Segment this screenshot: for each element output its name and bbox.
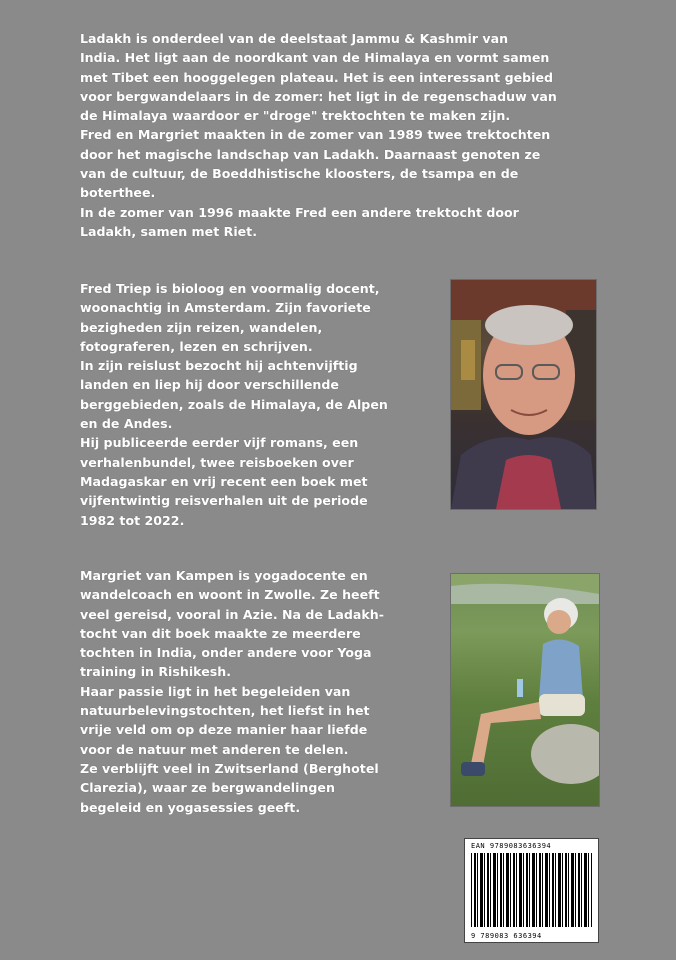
text-line: verhalenbundel, twee reisboeken over [80, 454, 354, 470]
margriet-portrait-illustration [451, 574, 599, 806]
text-line: begeleid en yogasessies geeft. [80, 799, 301, 815]
text-line: veel gereisd, vooral in Azie. Na de Ladakh- [80, 606, 384, 622]
text-line: Haar passie ligt in het begeleiden van [80, 683, 351, 699]
text-line: Ze verblijft veel in Zwitserland (Berghotel [80, 760, 379, 776]
text-line: en de Andes. [80, 416, 173, 432]
barcode-top-number: EAN 9789083636394 [471, 842, 552, 850]
fred-portrait-photo [450, 279, 597, 510]
text-line: natuurbelevingstochten, het liefst in het [80, 703, 370, 719]
text-line: Ladakh, samen met Riet. [80, 223, 257, 239]
margriet-bio-paragraph [80, 566, 384, 817]
text-line: fotograferen, lezen en schrijven. [80, 338, 313, 354]
text-line: met Tibet een hooggelegen plateau. Het is een interessant gebied [80, 69, 554, 85]
text-line: 1982 tot 2022. [80, 512, 185, 528]
text-line: door het magische landschap van Ladakh. Daarnaast genoten ze [80, 146, 541, 162]
isbn-barcode [464, 838, 599, 943]
text-line: berggebieden, zoals de Himalaya, de Alpen [80, 396, 388, 412]
text-line: vijfentwintig reisverhalen uit de periode [80, 493, 368, 509]
text-line: Ladakh is onderdeel van de deelstaat Jammu & Kashmir van [80, 31, 509, 46]
fred-portrait-illustration [451, 280, 596, 509]
text-line: voor de natuur met anderen te delen. [80, 741, 349, 757]
margriet-portrait-photo [450, 573, 600, 807]
intro-paragraph [80, 29, 557, 241]
text-line: Hij publiceerde eerder vijf romans, een [80, 435, 359, 451]
text-line: Fred Triep is bioloog en voormalig docent, [80, 281, 380, 296]
text-line: In de zomer van 1996 maakte Fred een andere trektocht door [80, 204, 519, 220]
text-line: tochten in India, onder andere voor Yoga [80, 645, 372, 661]
text-line: Clarezia), waar ze bergwandelingen [80, 780, 335, 796]
text-line: wandelcoach en woont in Zwolle. Ze heeft [80, 587, 380, 603]
text-line: van de cultuur, de Boeddhistische kloosters, de tsampa en de [80, 166, 519, 182]
text-line: boterthee. [80, 185, 156, 201]
barcode-bars [471, 853, 592, 927]
barcode-bottom-number: 9 789083 636394 [471, 932, 542, 940]
text-line: training in Rishikesh. [80, 664, 231, 680]
text-line: woonachtig in Amsterdam. Zijn favoriete [80, 300, 371, 316]
text-line: tocht van dit boek maakte ze meerdere [80, 625, 361, 641]
text-line: Margriet van Kampen is yogadocente en [80, 568, 368, 583]
fred-bio-paragraph [80, 279, 388, 530]
text-line: In zijn reislust bezocht hij achtenvijftig [80, 358, 358, 374]
text-line: voor bergwandelaars in de zomer: het ligt in de regenschaduw van [80, 88, 557, 104]
text-line: vrije veld om op deze manier haar liefde [80, 722, 368, 738]
text-line: de Himalaya waardoor er "droge" trektochten te maken zijn. [80, 108, 511, 124]
text-line: Fred en Margriet maakten in de zomer van 1989 twee trektochten [80, 127, 551, 143]
text-line: landen en liep hij door verschillende [80, 377, 339, 393]
text-line: Madagaskar en vrij recent een boek met [80, 473, 368, 489]
text-line: India. Het ligt aan de noordkant van de Himalaya en vormt samen [80, 50, 550, 66]
text-line: bezigheden zijn reizen, wandelen, [80, 319, 323, 335]
